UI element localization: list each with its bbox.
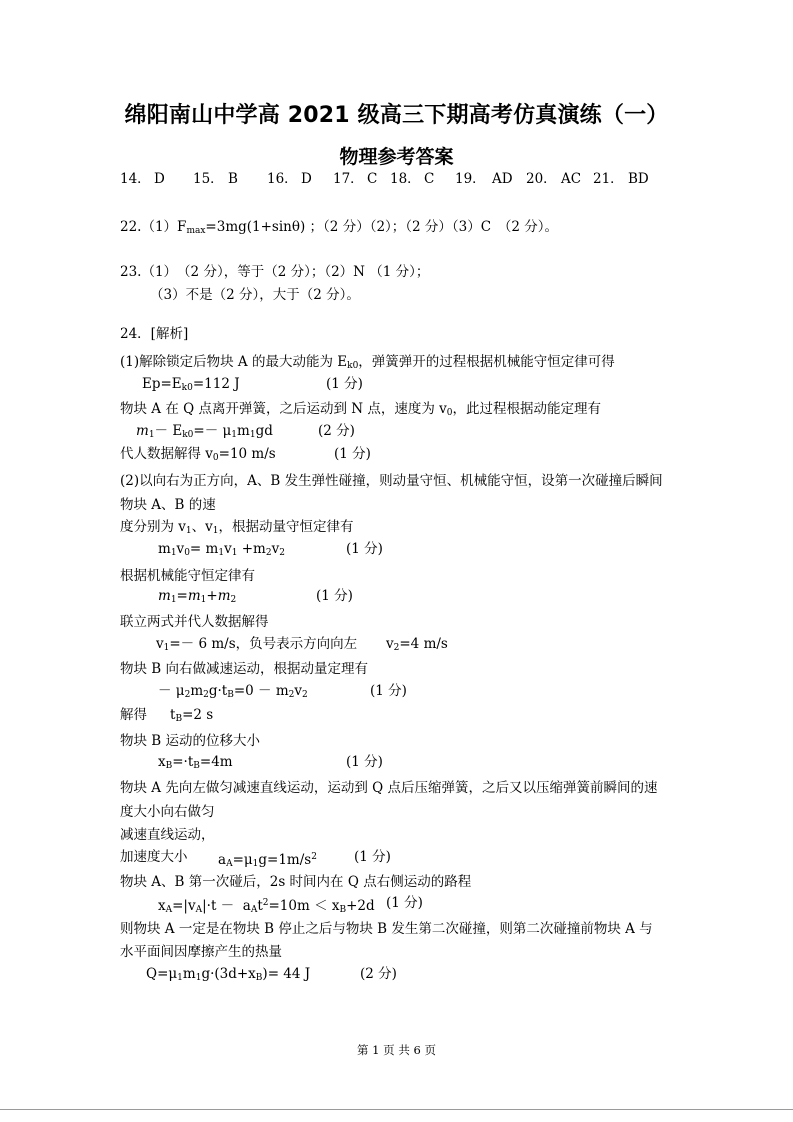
subscript: B bbox=[175, 714, 183, 724]
mc-answer: C bbox=[367, 171, 378, 187]
subscript: 2 bbox=[279, 548, 285, 558]
subscript: 1 bbox=[170, 548, 177, 558]
text: g·t bbox=[208, 683, 228, 699]
text: － E bbox=[154, 423, 183, 439]
text: m bbox=[158, 541, 171, 557]
solution-line bbox=[136, 422, 273, 444]
score-note: (1 分) bbox=[334, 446, 371, 462]
text: x bbox=[158, 898, 166, 914]
page-title: 绵阳南山中学高 2021 级高三下期高考仿真演练（一） bbox=[124, 103, 669, 128]
text: =|v bbox=[172, 898, 196, 914]
score-note: (1 分) bbox=[326, 376, 363, 392]
superscript: 2 bbox=[311, 852, 317, 862]
solution-line: 物块 A、B 第一次碰后，2s 时间内在 Q 点右侧运动的路程 bbox=[120, 874, 472, 890]
solution-line bbox=[158, 753, 233, 775]
subscript: 1 bbox=[148, 430, 155, 440]
text: )= 44 J bbox=[262, 966, 311, 982]
text: +m bbox=[206, 588, 231, 604]
text: ，根据动量守恒定律有 bbox=[218, 519, 354, 535]
solution-line: 根据机械能守恒定律有 bbox=[120, 568, 255, 584]
text: 度分别为 v bbox=[120, 519, 186, 535]
text: =2 s bbox=[182, 707, 214, 723]
subscript: 2 bbox=[265, 548, 272, 558]
text: m bbox=[190, 683, 204, 699]
subscript: 2 bbox=[230, 595, 237, 605]
text: v bbox=[224, 541, 232, 557]
solution-line bbox=[120, 706, 147, 724]
subscript: 1 bbox=[177, 973, 183, 983]
mc-answer: B bbox=[228, 171, 238, 187]
solution-line bbox=[158, 682, 308, 704]
text: (1)解除锁定后物块 A 的最大动能为 E bbox=[120, 354, 348, 370]
solution-line: 则物块 A 一定是在物块 B 停止之后与物块 B 发生第二次碰撞，则第二次碰撞前物块 A 与 bbox=[120, 921, 653, 937]
text: v bbox=[176, 541, 185, 557]
text: =10m ＜ x bbox=[268, 898, 340, 914]
subscript: 2 bbox=[203, 690, 209, 700]
subscript: 1 bbox=[212, 526, 219, 536]
text: =m bbox=[176, 588, 201, 604]
solution-line bbox=[120, 518, 354, 540]
text: =3mg(1+sinθ) ；（2 分）（2）；（2 分）（3）C （2 分）。 bbox=[205, 219, 558, 235]
mc-answer: AC bbox=[561, 171, 582, 187]
solution-line bbox=[158, 894, 375, 919]
subscript: B bbox=[339, 905, 347, 915]
text: =μ bbox=[232, 852, 253, 868]
text: Q=μ bbox=[146, 966, 178, 982]
subscript: 2 bbox=[302, 690, 308, 700]
subscript: B bbox=[165, 761, 173, 771]
subscript: 2 bbox=[184, 690, 191, 700]
solution-line: 水平面间因摩擦产生的热量 bbox=[120, 944, 282, 960]
text: =112 J bbox=[192, 376, 240, 392]
mc-answer: AD bbox=[492, 171, 513, 187]
text: 代人数据解得 v bbox=[120, 446, 213, 462]
solution-line: 物块 A、B 的速 bbox=[120, 497, 216, 513]
subscript: k0 bbox=[182, 430, 194, 440]
subscript: A bbox=[226, 859, 233, 869]
subscript: 1 bbox=[200, 595, 207, 605]
text: =－ 6 m/s，负号表示方向向左 bbox=[169, 636, 358, 652]
text: v bbox=[294, 683, 303, 699]
mc-num: 18． bbox=[390, 171, 421, 187]
subscript: A bbox=[250, 905, 258, 915]
solution-line: 联立两式并代人数据解得 bbox=[120, 614, 269, 630]
solution-line: 度大小向右做匀 bbox=[120, 804, 215, 820]
text: v bbox=[386, 636, 394, 652]
text: － μ bbox=[158, 683, 185, 699]
text: ，此过程根据动能定理有 bbox=[452, 401, 602, 417]
text: +2d bbox=[346, 898, 375, 914]
text: g·(3d+x bbox=[201, 966, 256, 982]
text: |·t － a bbox=[202, 898, 251, 914]
text: x bbox=[158, 754, 166, 770]
solution-line bbox=[386, 635, 448, 657]
mc-answer: D bbox=[154, 171, 165, 187]
text: g=1m/s bbox=[258, 852, 312, 868]
subscript: k0 bbox=[347, 361, 359, 371]
text: v bbox=[271, 541, 280, 557]
subscript: k0 bbox=[181, 383, 193, 393]
subscript: A bbox=[195, 905, 203, 915]
subscript: 1 bbox=[218, 548, 225, 558]
answer-22 bbox=[120, 218, 558, 240]
score-note: (2 分) bbox=[360, 966, 397, 982]
bottom-divider bbox=[0, 1109, 793, 1110]
subscript: 1 bbox=[252, 859, 259, 869]
text: ，弹簧弹开的过程根据机械能守恒定律可得 bbox=[358, 354, 615, 370]
subscript: 0 bbox=[446, 408, 453, 418]
page-subtitle: 物理参考答案 bbox=[339, 146, 454, 168]
text: =0 － m bbox=[233, 683, 289, 699]
score-note: (1 分) bbox=[346, 754, 383, 770]
mc-num: 21． bbox=[593, 171, 624, 187]
solution-line: 物块 B 向右做减速运动，根据动量定理有 bbox=[120, 661, 369, 677]
solution-line bbox=[146, 965, 310, 987]
answer-24-header: 24．[解析] bbox=[120, 326, 189, 342]
solution-line bbox=[120, 445, 276, 467]
subscript: B bbox=[255, 973, 263, 983]
subscript: B bbox=[193, 761, 200, 771]
text: 、v bbox=[191, 519, 213, 535]
score-note: (2 分) bbox=[318, 423, 355, 439]
text: =4m bbox=[199, 754, 233, 770]
mc-answer: C bbox=[424, 171, 435, 187]
text: +m bbox=[237, 541, 266, 557]
score-note: (1 分) bbox=[346, 541, 383, 557]
subscript: 2 bbox=[288, 690, 295, 700]
subscript: 1 bbox=[170, 595, 177, 605]
subscript: max bbox=[186, 226, 206, 236]
text: m bbox=[182, 966, 196, 982]
subscript: 1 bbox=[249, 430, 256, 440]
subscript: 1 bbox=[185, 526, 192, 536]
superscript: 2 bbox=[262, 898, 269, 908]
mc-num: 14． bbox=[120, 171, 151, 187]
mc-answer: BD bbox=[628, 171, 649, 187]
answer-23-line-2: （3）不是（2 分），大于（2 分）。 bbox=[150, 287, 360, 303]
solution-line bbox=[158, 540, 285, 562]
subscript: 2 bbox=[393, 643, 400, 653]
mc-num: 16． bbox=[267, 171, 298, 187]
solution-line: 物块 B 运动的位移大小 bbox=[120, 733, 261, 749]
subscript: 1 bbox=[231, 430, 238, 440]
subscript: 1 bbox=[231, 548, 238, 558]
text: =10 m/s bbox=[218, 446, 276, 462]
text: Ep=E bbox=[142, 376, 182, 392]
text: 物块 A 在 Q 点离开弹簧，之后运动到 N 点，速度为 v bbox=[120, 401, 447, 417]
text: m bbox=[158, 588, 171, 604]
solution-line bbox=[120, 848, 188, 866]
mc-num: 20． bbox=[526, 171, 557, 187]
mc-num: 17． bbox=[333, 171, 364, 187]
text: =4 m/s bbox=[399, 636, 448, 652]
mc-answer: D bbox=[301, 171, 312, 187]
solution-line: 减速直线运动， bbox=[120, 827, 215, 843]
text: t bbox=[257, 898, 263, 914]
answer-23-line-1: 23.（1） （2 分），等于（2 分）；（2）N （1 分）； bbox=[120, 264, 430, 280]
text: 22.（1）F bbox=[120, 219, 187, 235]
score-note: (1 分) bbox=[354, 849, 391, 865]
solution-line: (2)以向右为正方向，A、B 发生弹性碰撞，则动量守恒、机械能守恒，设第一次碰撞后瞬间 bbox=[120, 473, 663, 489]
solution-line bbox=[170, 706, 213, 728]
text: m bbox=[237, 423, 250, 439]
subscript: 0 bbox=[212, 453, 219, 463]
text: =－ μ bbox=[193, 423, 232, 439]
solution-line bbox=[158, 587, 236, 609]
mc-num: 19． bbox=[455, 171, 486, 187]
solution-line bbox=[156, 635, 357, 657]
subscript: 1 bbox=[195, 973, 202, 983]
solution-line bbox=[142, 375, 240, 397]
text: v bbox=[156, 636, 164, 652]
score-note: (1 分) bbox=[386, 895, 423, 911]
text: m bbox=[136, 423, 149, 439]
text: t bbox=[170, 707, 176, 723]
solution-line bbox=[120, 353, 615, 375]
score-note: (1 分) bbox=[370, 683, 407, 699]
score-note: (1 分) bbox=[316, 588, 353, 604]
subscript: 0 bbox=[184, 548, 190, 558]
text: a bbox=[218, 852, 227, 868]
solution-line: 物块 A 先向左做匀减速直线运动，运动到 Q 点后压缩弹簧，之后又以压缩弹簧前瞬间的速 bbox=[120, 780, 658, 796]
text: = m bbox=[189, 541, 219, 557]
subscript: 1 bbox=[163, 643, 170, 653]
text: gd bbox=[255, 423, 273, 439]
subscript: A bbox=[165, 905, 173, 915]
text: 加速度大小 bbox=[120, 849, 188, 865]
page-footer: 第 1 页 共 6 页 bbox=[357, 1043, 436, 1057]
mc-num: 15． bbox=[193, 171, 224, 187]
solution-line bbox=[218, 848, 317, 873]
subscript: B bbox=[227, 690, 234, 700]
text: =·t bbox=[172, 754, 194, 770]
solution-line bbox=[120, 400, 601, 422]
text: 解得 bbox=[120, 707, 147, 723]
